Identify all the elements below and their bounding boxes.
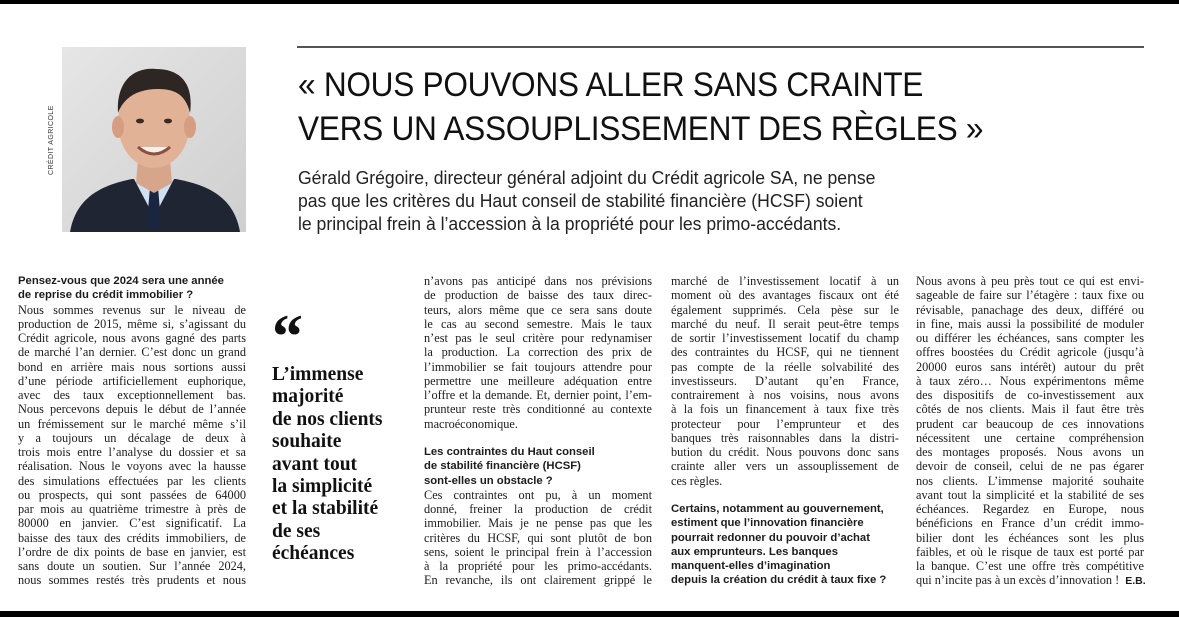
body-line: nos clients. L’immense majorité souhaite (916, 473, 1144, 488)
body-line: Nous avons à peu près tout ce qui est envi- (916, 274, 1144, 288)
body-line: marché de l’investissement locatif à un (671, 274, 899, 288)
body-line: d’une période artificiellement euphorique, (18, 373, 246, 388)
body-line: de marché l’an dernier. C’est donc un grand (18, 345, 246, 360)
body-line: ces règles. (671, 473, 723, 488)
pull-quote-line: souhaite (272, 431, 342, 453)
body-line: devoir de conseil, celui de ne pas égarer (916, 459, 1144, 474)
body-line: sans doute un soutien. Sur l’année 2024, (18, 559, 246, 573)
body-line: avant tout la simplicité et la stabilité de ses (916, 487, 1144, 502)
headline (298, 63, 1089, 151)
body-line: réalisation. Nous le voyons avec la hausse (18, 459, 246, 474)
body-line: y a toujours un décalage de deux à (18, 430, 246, 445)
intro-line: pas que les critères du Haut conseil de stabilité financière (HCSF) soient (298, 190, 863, 211)
body-line: avec des taux exceptionnellement bas. (18, 388, 246, 402)
body-line: l’ordre de dix points de base en janvier, est (18, 544, 246, 559)
body-line: 80000 en janvier. C’est significatif. La (18, 516, 246, 531)
body-line: pas compte de la réelle solvabilité des (671, 359, 899, 374)
body-line: nécessitent une certaine compréhension (916, 430, 1144, 445)
quote-mark-icon: “ (272, 303, 303, 371)
body-line: Nous sommes revenus sur le niveau de (18, 302, 246, 317)
body-line: également supprimés. Cela pèse sur le (671, 302, 899, 317)
body-line: par mois au quatrième trimestre à près de (18, 502, 246, 516)
body-line: un frémissement sur le marché même s’il (18, 416, 246, 431)
body-line: bond en arrière mais nous sortions aussi (18, 359, 246, 374)
body-line: de sortir l’investissement locatif du champ (671, 331, 899, 345)
body-line: sageable de faire sur l’étagère : taux fixe ou (916, 288, 1144, 303)
body-line: révisable, panachage des deux, différé ou (916, 302, 1144, 317)
question-line: pourrait redonner du pouvoir d’achat (671, 531, 870, 544)
body-line: faibles, et où le risque de taux est porté par (916, 544, 1144, 559)
body-line: En revanche, ils ont clairement grippé le (424, 573, 652, 588)
question-line: depuis la création du crédit à taux fixe ? (671, 574, 887, 587)
pull-quote-line: avant tout (272, 453, 358, 475)
question-line: aux emprunteurs. Les banques (671, 545, 838, 558)
body-line: offres boostées du Crédit agricole (jusqu’à (916, 345, 1144, 360)
body-line: teurs, alors même que ce sera sans doute (424, 302, 652, 317)
body-line: bénéficions en France d’un crédit immo- (916, 516, 1144, 531)
intro-line: le principal frein à l’accession à la propriété pour les primo-accédants. (298, 213, 842, 234)
body-line: nous sommes restés très prudents et nous (18, 573, 246, 588)
body-line: marché du neuf. Il serait peut-être temps (671, 316, 899, 331)
question-line: Les contraintes du Haut conseil (424, 446, 595, 458)
body-line: Crédit agricole, nous avons gagné des parts (18, 331, 246, 345)
body-line: in fine, mais aussi la possibilité de moduler (916, 316, 1144, 331)
question-line: Pensez-vous que 2024 sera une année (18, 275, 224, 287)
paragraph-gap (424, 431, 652, 445)
body-line: bution du crédit. Nous pouvons donc sans (671, 445, 899, 459)
body-line: ou différer les échéances, sans compter les (916, 331, 1144, 345)
pull-quote-line: échéances (272, 543, 355, 565)
body-line: bilier dont les échéances sont les plus (916, 530, 1144, 545)
author-signature: E.B. (1125, 575, 1146, 588)
body-line: l’offre et la demande. Et, dernier point, l’em- (424, 388, 652, 402)
body-line: côtés de nos clients. Mais il faut être très (916, 402, 1144, 417)
body-line: prudent car beaucoup de ces innovations (916, 416, 1144, 431)
body-line: moment où des avantages fiscaux ont été (671, 288, 899, 303)
body-line: sens, soient le principal frein à l’accession (424, 544, 652, 559)
body-line: protecteur pour l’emprunteur et des (671, 416, 899, 431)
body-line: la production. La correction des prix de (424, 345, 652, 360)
body-line: trois mois entre l’analyse du dossier et sa (18, 445, 246, 459)
body-line: ou prospects, qui sont passées de 64000 (18, 487, 246, 502)
pull-quote-line: de ses (272, 520, 321, 542)
article-column-2 (424, 274, 652, 588)
body-line: immobilier. Mais je ne pense pas que les (424, 516, 652, 531)
body-line: des simulations effectuées par les clients (18, 473, 246, 488)
body-line: des dispositifs de co-investissement aux (916, 388, 1144, 402)
question-line: Certains, notamment au gouvernement, (671, 503, 884, 515)
body-line (916, 573, 1144, 587)
body-line: contrairement à nos voisins, nous avons (671, 388, 899, 402)
body-line: échéances. Regardez en Europe, nous (916, 502, 1144, 516)
article-column-3 (671, 274, 899, 588)
body-line: n’avons pas anticipé dans nos prévisions (424, 274, 652, 288)
bottom-border (0, 611, 1179, 617)
pull-quote-line: la simplicité (272, 476, 373, 498)
body-line: investisseurs. D’autant qu’en France, (671, 373, 899, 388)
body-line: des montages proposés. Nous avons un (916, 445, 1144, 459)
body-line: banques très raisonnables dans la distri- (671, 430, 899, 445)
body-line: Nous percevons depuis le début de l’année (18, 402, 246, 417)
article-column-4 (916, 274, 1144, 588)
body-line: crainte aller vers un assouplissement de (671, 459, 899, 474)
body-line: critères du HCSF, qui sont plutôt de bon (424, 530, 652, 545)
body-line: production de 2015, même si, s’agissant du (18, 316, 246, 331)
pull-quote-line: de nos clients (272, 408, 383, 430)
body-line: à taux zéro… Nous expérimentons même (916, 373, 1144, 388)
question-line: sont-elles un obstacle ? (424, 474, 553, 487)
header-rule (297, 46, 1144, 48)
body-line: le cas au second semestre. Mais le taux (424, 316, 652, 331)
body-line: prunteur reste très conditionné au contexte (424, 402, 652, 417)
article-column-1 (18, 274, 246, 588)
body-line: la banque. C’est une offre très compétitive (916, 559, 1144, 573)
question-line: de stabilité financière (HCSF) (424, 460, 581, 473)
photo-credit: CRÉDIT AGRICOLE (48, 105, 55, 175)
body-line: n’est pas le seul critère pour redynamiser (424, 331, 652, 345)
question-line: manquent-elles d’imagination (671, 560, 831, 572)
body-line: à la propriété pour les primo-accédants. (424, 559, 652, 573)
intro-text (298, 166, 1020, 235)
question-line: estiment que l’innovation financière (671, 517, 864, 530)
headline-line: VERS UN ASSOUPLISSEMENT DES RÈGLES » (298, 110, 984, 148)
body-line: macroéconomique. (424, 416, 518, 431)
body-line: baisse des taux des crédits immobiliers, de (18, 530, 246, 545)
question-line: de reprise du crédit immobilier ? (18, 289, 194, 302)
paragraph-gap (671, 488, 899, 502)
body-line: donné, freiner la production de crédit (424, 502, 652, 516)
body-line: 20000 euros sans intérêt) autour du prêt (916, 359, 1144, 374)
body-line: à la fois un financement à taux fixe très (671, 402, 899, 417)
pull-quote-line: L’immense (272, 364, 364, 385)
top-border (0, 0, 1179, 4)
pull-quote-line: majorité (272, 386, 344, 408)
body-line: l’immobilier se fait toujours attendre pour (424, 359, 652, 374)
portrait-photo (62, 47, 246, 232)
pull-quote-line: et la stabilité (272, 498, 379, 520)
body-line: des contraintes du HCSF, qui ne tiennent (671, 345, 899, 360)
body-line: Ces contraintes ont pu, à un moment (424, 487, 652, 502)
body-line: permettre une meilleure adéquation entre (424, 373, 652, 388)
headline-line: « NOUS POUVONS ALLER SANS CRAINTE (298, 66, 924, 104)
pull-quote (272, 364, 383, 566)
body-line: de production de baisse des taux direc- (424, 288, 652, 303)
intro-line: Gérald Grégoire, directeur général adjoint du Crédit agricole SA, ne pense (298, 167, 876, 188)
body-line-text: qui n’incite pas à un excès d’innovation ! (916, 573, 1120, 588)
